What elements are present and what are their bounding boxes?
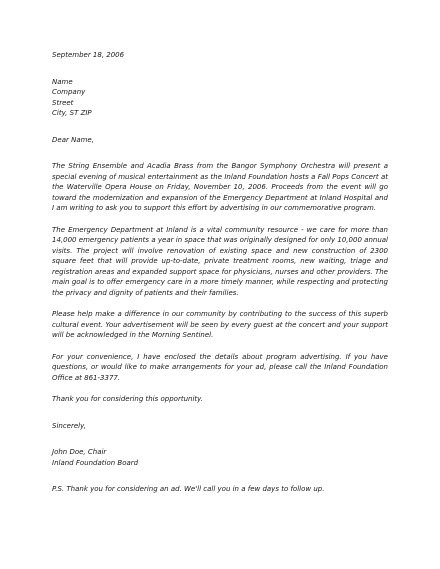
paragraph-emergency-department: The Emergency Department at Inland is a vital community resource - we care for more than 14,000 emergency patients a year in space that was originally designed for only 10,000 annual visits. The project will involve renovation of existing space and new construction of 2300 square feet that will provide up-to-date, private treatment rooms, new waiting, triage and registration areas and expanded support space for physicians, nurses and other providers. The main goal is to offer emergency care in a more timely manner, while respecting and protecting the privacy and dignity of patients and their families.	[52, 225, 388, 297]
paragraph-call-to-action: Please help make a difference in our community by contributing to the success of this superb cultural event. Your advertisement will be seen by every guest at the concert and your support will be acknowledged in the Morning Sentinel.	[52, 310, 388, 339]
closing: Sincerely,	[52, 421, 86, 430]
signature-name: John Doe, Chair	[52, 448, 107, 456]
address-company: Company	[52, 88, 86, 96]
address-name: Name	[52, 77, 73, 86]
paragraph-contact: For your convenience, I have enclosed the details about program advertising. If you have questions, or would like to make arrangements for your ad, please call the Inland Foundation Office at 861-3377.	[52, 352, 388, 382]
signature-block	[52, 447, 388, 468]
recipient-address	[52, 77, 388, 119]
letter-page	[52, 50, 388, 495]
letter-date: September 18, 2006	[52, 51, 125, 59]
address-city: City, ST ZIP	[52, 109, 92, 117]
paragraph-thanks: Thank you for considering this opportunity.	[52, 395, 203, 403]
address-street: Street	[52, 98, 74, 107]
paragraph-intro: The String Ensemble and Acadia Brass from the Bangor Symphony Orchestra will present a special evening of musical entertainment as the Inland Foundation hosts a Fall Pops Concert at the Waterville Opera House on Friday, November 10, 2006. Proceeds from the event will go toward the modernization and expansion of the Emergency Department at Inland Hospital and I am writing to ask you to support this effort by advertising in our commemorative program.	[52, 162, 388, 212]
signature-title: Inland Foundation Board	[52, 458, 139, 467]
postscript: P.S. Thank you for considering an ad. We'll call you in a few days to follow up.	[52, 485, 325, 493]
salutation: Dear Name,	[52, 135, 94, 144]
